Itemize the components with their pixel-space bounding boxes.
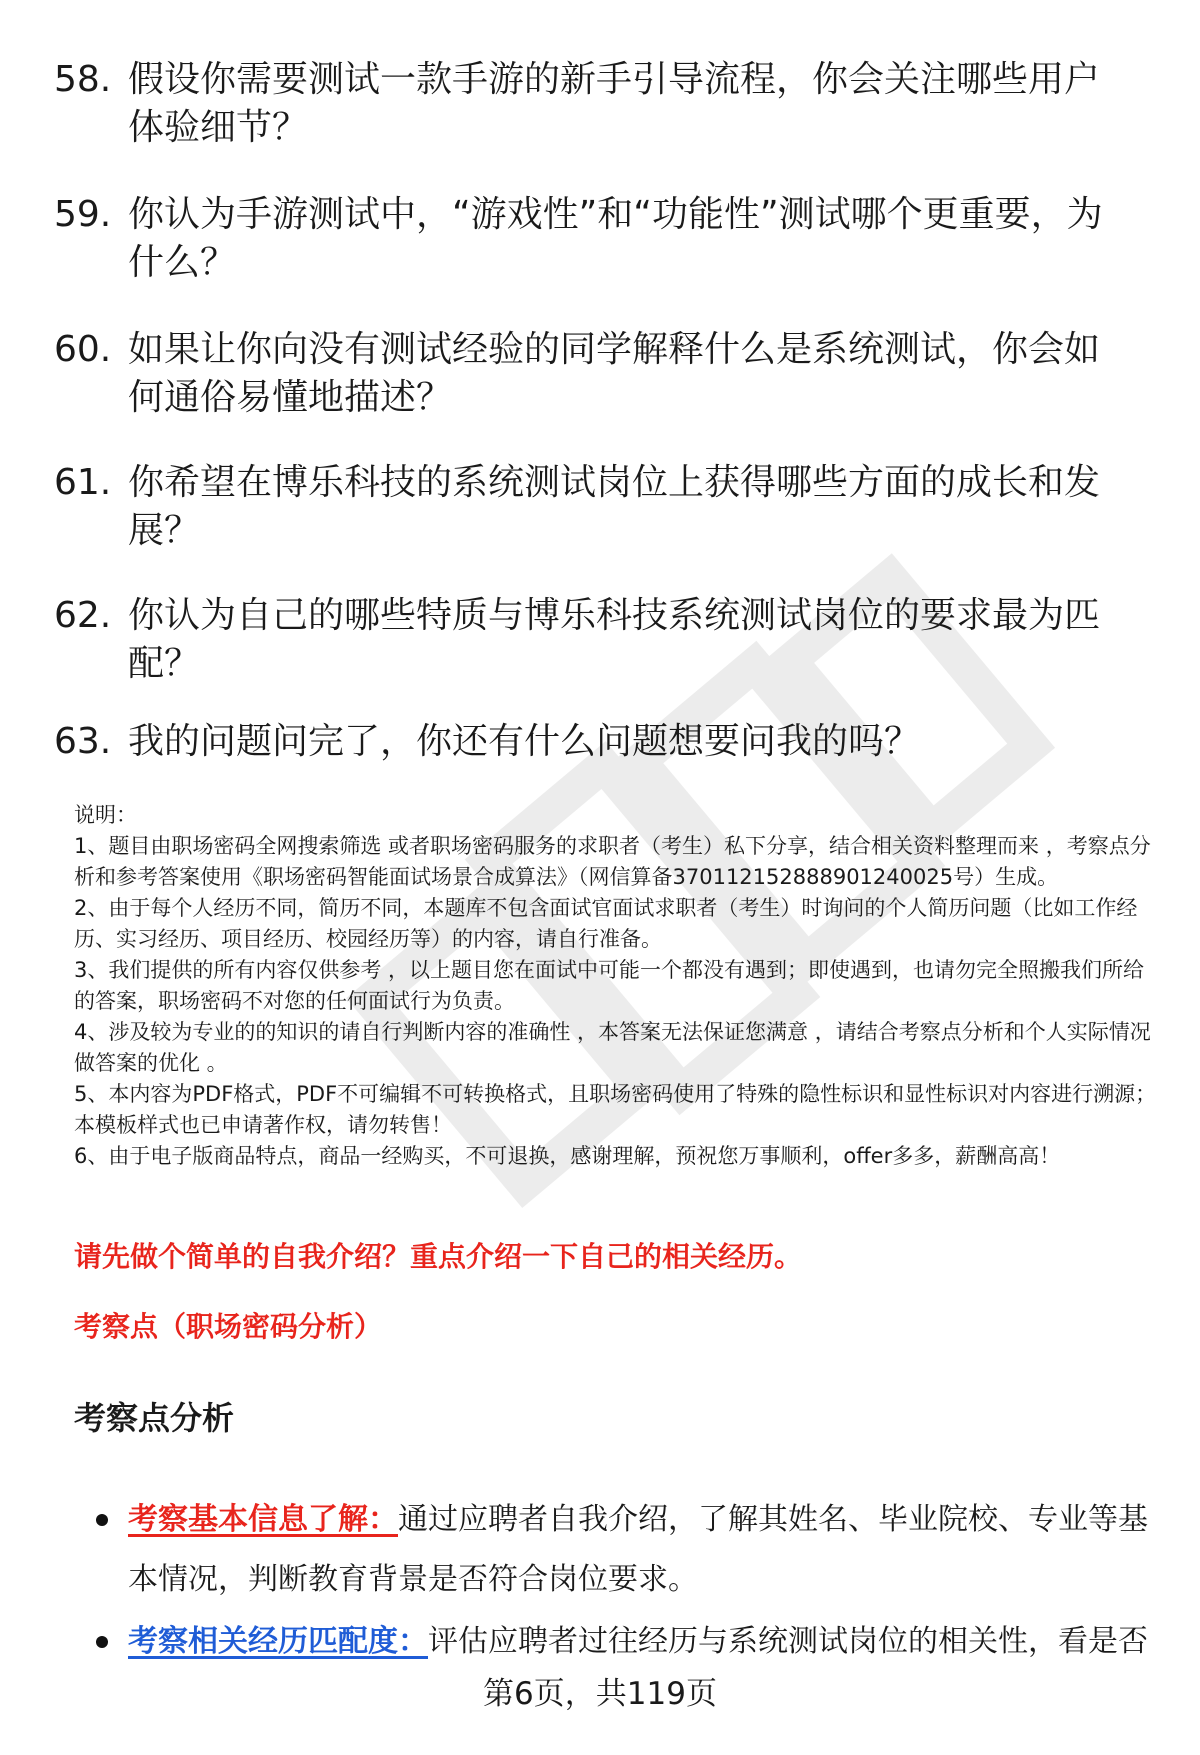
question-number: 61. bbox=[54, 462, 112, 503]
interview-question-title: 请先做个简单的自我介绍？重点介绍一下自己的相关经历。 bbox=[74, 1240, 803, 1273]
note-item: 3、我们提供的所有内容仅供参考 ，以上题目您在面试中可能一个都没有遇到；即使遇到，也请勿完全照搬我们所给的答案，职场密码不对您的任何面试行为负责。 bbox=[74, 958, 1145, 1013]
question-text: 你认为自己的哪些特质与博乐科技系统测试岗位的要求最为匹配？ bbox=[128, 595, 1101, 684]
list-item bbox=[96, 1612, 1156, 1672]
bullet-text: 通过应聘者自我介绍，了解其姓名、毕业院校、专业等基本情况，判断教育背景是否符合岗位要求。 bbox=[128, 1502, 1148, 1597]
question-item bbox=[54, 326, 1154, 422]
analysis-list bbox=[96, 1490, 1156, 1674]
note-item: 5、本内容为PDF格式，PDF不可编辑不可转换格式，且职场密码使用了特殊的隐性标识和显性标识对内容进行溯源；本模板样式也已申请著作权，请勿转售！ bbox=[74, 1082, 1157, 1137]
note-item: 2、由于每个人经历不同，简历不同，本题库不包含面试官面试求职者（考生）时询问的个人简历问题（比如工作经历、实习经历、项目经历、校园经历等）的内容，请自行准备。 bbox=[74, 896, 1138, 951]
notes-title: 说明： bbox=[74, 803, 137, 827]
exam-point-label: 考察点（职场密码分析） bbox=[74, 1310, 383, 1343]
bullet-keyword: 考察基本信息了解： bbox=[128, 1502, 398, 1537]
question-text: 假设你需要测试一款手游的新手引导流程，你会关注哪些用户体验细节？ bbox=[128, 59, 1101, 148]
question-text: 你希望在博乐科技的系统测试岗位上获得哪些方面的成长和发展？ bbox=[128, 462, 1101, 551]
question-item bbox=[54, 592, 1154, 688]
question-item bbox=[54, 459, 1154, 555]
question-item bbox=[54, 56, 1154, 152]
note-item: 6、由于电子版商品特点，商品一经购买，不可退换，感谢理解，预祝您万事顺利，offer多多，薪酬高高！ bbox=[74, 1144, 1061, 1168]
bullet-text: 评估应聘者过往经历与系统测试岗位的相关性，看是否 bbox=[428, 1624, 1148, 1659]
question-number: 59. bbox=[54, 194, 112, 235]
note-item: 4、涉及较为专业的的知识的请自行判断内容的准确性 ，本答案无法保证您满意 ，请结合考察点分析和个人实际情况做答案的优化 。 bbox=[74, 1020, 1151, 1075]
question-text: 你认为手游测试中，“游戏性”和“功能性”测试哪个更重要，为什么？ bbox=[128, 194, 1103, 283]
page-number-footer: 第6页，共119页 bbox=[483, 1676, 717, 1712]
bullet-dot-icon bbox=[96, 1636, 108, 1648]
question-text: 我的问题问完了，你还有什么问题想要问我的吗？ bbox=[128, 721, 921, 762]
question-text: 如果让你向没有测试经验的同学解释什么是系统测试，你会如何通俗易懂地描述？ bbox=[128, 329, 1101, 418]
bullet-dot-icon bbox=[96, 1514, 108, 1526]
list-item bbox=[96, 1490, 1156, 1610]
question-number: 62. bbox=[54, 595, 112, 636]
question-item bbox=[54, 191, 1154, 287]
disclaimer-notes bbox=[74, 800, 1164, 1172]
question-number: 58. bbox=[54, 59, 112, 100]
analysis-heading: 考察点分析 bbox=[74, 1399, 235, 1437]
question-item bbox=[54, 718, 1154, 766]
bullet-keyword: 考察相关经历匹配度： bbox=[128, 1624, 428, 1659]
note-item: 1、题目由职场密码全网搜索筛选 或者职场密码服务的求职者（考生）私下分享，结合相关资料整理而来 ，考察点分析和参考答案使用《职场密码智能面试场景合成算法》（网信算备370112152888901240025号）生成。 bbox=[74, 834, 1151, 889]
question-number: 60. bbox=[54, 329, 112, 370]
question-number: 63. bbox=[54, 721, 112, 762]
